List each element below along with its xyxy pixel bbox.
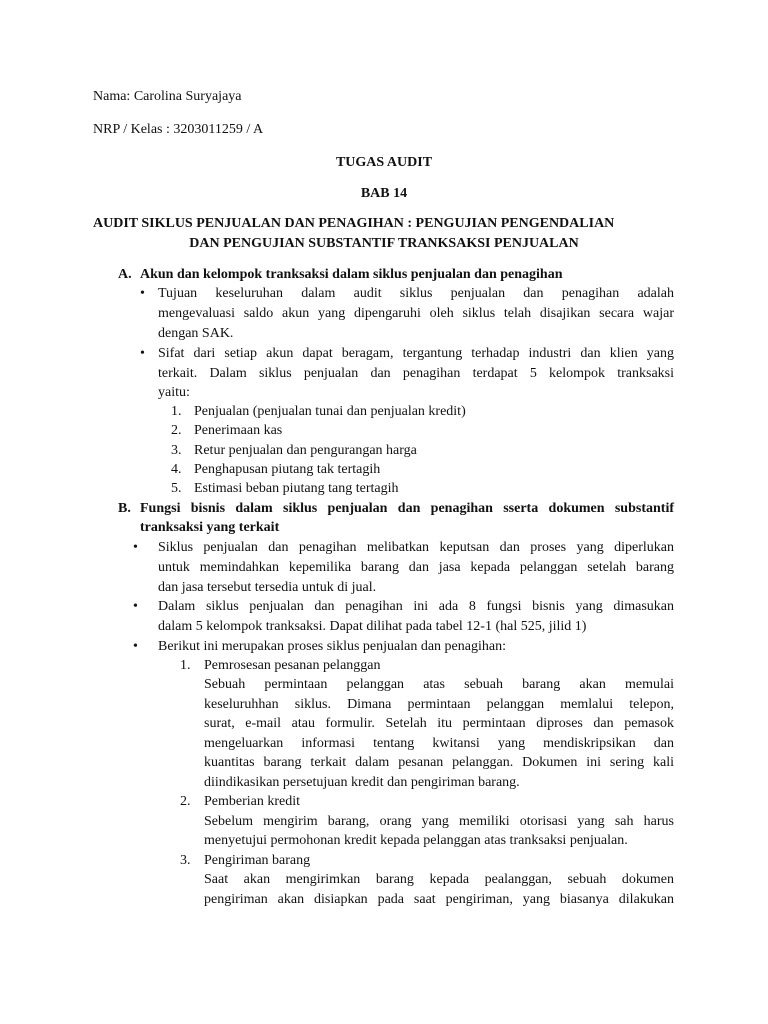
list-item-number: 3. bbox=[171, 443, 182, 458]
section-b-bullet-3: Berikut ini merupakan proses siklus penjualan dan penagihan: bbox=[158, 639, 506, 654]
student-nrp-class: NRP / Kelas : 3203011259 / A bbox=[93, 122, 264, 137]
doc-title: TUGAS AUDIT bbox=[335, 155, 433, 170]
bullet-icon: • bbox=[133, 540, 138, 555]
step-title: Pemberian kredit bbox=[204, 794, 301, 809]
list-item: Penghapusan piutang tak tertagih bbox=[194, 462, 381, 477]
step-text-line: Saat akan mengirimkan barang kepada pealanggan, sebuah dokumen bbox=[204, 872, 674, 887]
step-text-line: Sebelum mengirim barang, orang yang memiliki otorisasi yang sah harus bbox=[204, 814, 674, 829]
step-text-line: mengeluarkan informasi tentang kwitansi yang mendiskripsikan dan bbox=[204, 736, 674, 751]
section-b-label: B. bbox=[118, 501, 131, 516]
step-text-line: Sebuah permintaan pelanggan atas sebuah barang akan memulai bbox=[204, 677, 674, 692]
doc-chapter: BAB 14 bbox=[360, 186, 408, 201]
list-item-number: 4. bbox=[171, 462, 182, 477]
section-b-bullet-1-line: Siklus penjualan dan penagihan melibatkan keputsan dan proses yang diperlukan bbox=[158, 540, 674, 555]
section-a-bullet-1-line: dengan SAK. bbox=[158, 326, 234, 341]
list-item: Penerimaan kas bbox=[194, 423, 283, 438]
step-number: 3. bbox=[180, 853, 191, 868]
section-b-heading-line-2: tranksaksi yang terkait bbox=[140, 520, 280, 535]
section-a-bullet-1-line: mengevaluasi saldo akun yang dipengaruhi oleh siklus telah disajikan secara wajar bbox=[158, 306, 674, 321]
bullet-icon: • bbox=[133, 639, 138, 654]
section-a-bullet-1-line: Tujuan keseluruhan dalam audit siklus penjualan dan penagihan adalah bbox=[158, 286, 674, 301]
list-item: Estimasi beban piutang tang tertagih bbox=[194, 481, 399, 496]
step-text-line: kuantitas barang terkait dalam pesanan pelanggan. Dokumen ini sering kali bbox=[204, 755, 674, 770]
section-b-bullet-2-line: Dalam siklus penjualan dan penagihan ini ada 8 fungsi bisnis yang dimasukan bbox=[158, 599, 674, 614]
step-text-line: pengiriman akan disiapkan pada saat pengiriman, yang biasanya dilakukan bbox=[204, 892, 674, 907]
section-a-heading: Akun dan kelompok tranksaksi dalam siklus penjualan dan penagihan bbox=[140, 267, 563, 282]
step-number: 1. bbox=[180, 658, 191, 673]
section-a-bullet-2-line: yaitu: bbox=[158, 385, 190, 400]
list-item-number: 1. bbox=[171, 404, 182, 419]
step-number: 2. bbox=[180, 794, 191, 809]
student-name: Nama: Carolina Suryajaya bbox=[93, 89, 242, 104]
section-b-bullet-1-line: dan jasa tersebut tersedia untuk di jual. bbox=[158, 580, 377, 595]
section-a-bullet-2-line: terkait. Dalam siklus penjualan dan penagihan terdapat 5 kelompok tranksaksi bbox=[158, 366, 674, 381]
section-b-bullet-2-line: dalam 5 kelompok tranksaksi. Dapat dilihat pada tabel 12-1 (hal 525, jilid 1) bbox=[158, 619, 587, 634]
section-b-heading-line-1: Fungsi bisnis dalam siklus penjualan dan penagihan sserta dokumen substantif bbox=[140, 501, 674, 516]
list-item: Penjualan (penjualan tunai dan penjualan kredit) bbox=[194, 404, 466, 419]
section-b-bullet-1-line: untuk memindahkan kepemilika barang dan jasa kepada pelanggan setelah barang bbox=[158, 560, 674, 575]
bullet-icon: • bbox=[133, 599, 138, 614]
list-item: Retur penjualan dan pengurangan harga bbox=[194, 443, 417, 458]
list-item-number: 5. bbox=[171, 481, 182, 496]
section-a-label: A. bbox=[118, 267, 132, 282]
bullet-icon: • bbox=[140, 286, 145, 301]
doc-heading-line-1: AUDIT SIKLUS PENJUALAN DAN PENAGIHAN : PENGUJIAN PENGENDALIAN bbox=[93, 216, 615, 231]
list-item-number: 2. bbox=[171, 423, 182, 438]
doc-heading-line-2: DAN PENGUJIAN SUBSTANTIF TRANKSAKSI PENJUALAN bbox=[189, 236, 579, 251]
step-text-line: menyetujui permohonan kredit kepada pelanggan atas tranksaksi penjualan. bbox=[204, 833, 628, 848]
step-text-line: diindikasikan persetujuan kredit dan pengiriman barang. bbox=[204, 775, 520, 790]
bullet-icon: • bbox=[140, 346, 145, 361]
step-title: Pengiriman barang bbox=[204, 853, 311, 868]
step-text-line: keseluruhhan siklus. Dimana permintaan pelanggan memlalui telepon, bbox=[204, 697, 674, 712]
step-text-line: surat, e-mail atau formulir. Setelah itu permintaan diproses dan pemasok bbox=[204, 716, 674, 731]
step-title: Pemrosesan pesanan pelanggan bbox=[204, 658, 381, 673]
section-a-bullet-2-line: Sifat dari setiap akun dapat beragam, tergantung terhadap industri dan klien yang bbox=[158, 346, 674, 361]
